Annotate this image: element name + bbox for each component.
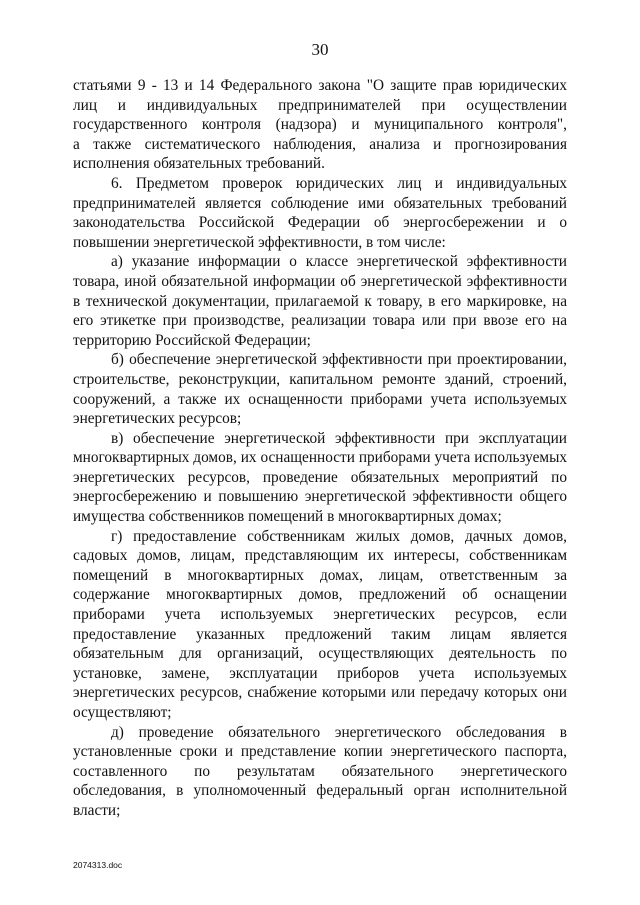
paragraph <box>73 527 567 723</box>
text-line: помещений в многоквартирных домах, лицам, ответственным за <box>73 566 567 584</box>
text-line: составленного по результатам обязательного энергетического <box>73 762 567 780</box>
text-line: установке, замене, эксплуатации приборов учета используемых <box>73 664 567 682</box>
text-line: обследования, в уполномоченный федеральный орган исполнительной <box>73 782 567 800</box>
paragraph <box>73 723 567 821</box>
text-line: предоставление указанных предложений таким лицам является <box>73 625 567 643</box>
text-line: многоквартирных домов, их оснащенности приборами учета используемых <box>73 449 567 467</box>
paragraph <box>73 174 567 252</box>
text-line: г) предоставление собственникам жилых домов, дачных домов, <box>111 527 567 545</box>
text-line: власти; <box>73 801 121 819</box>
text-line: предпринимателей является соблюдение ими обязательных требований <box>73 194 567 212</box>
text-line: а также систематического наблюдения, анализа и прогнозирования <box>73 135 567 153</box>
paragraph <box>73 76 567 174</box>
text-line: энергетических ресурсов; <box>73 410 242 428</box>
text-line: установленные сроки и представление копии энергетического паспорта, <box>73 743 567 761</box>
text-line: д) проведение обязательного энергетического обследования в <box>111 723 567 741</box>
text-line: строительстве, реконструкции, капитальном ремонте зданий, строений, <box>73 370 567 388</box>
text-line: энергетических ресурсов, проведение обязательных мероприятий по <box>73 468 567 486</box>
text-line: имущества собственников помещений в многоквартирных домах; <box>73 508 502 526</box>
paragraph <box>73 350 567 428</box>
paragraph <box>73 252 567 350</box>
text-line: осуществляют; <box>73 704 172 721</box>
text-line: исполнения обязательных требований. <box>73 155 325 173</box>
file-name-footer: 2074313.doc <box>73 860 123 870</box>
text-line: государственного контроля (надзора) и муниципального контроля", <box>73 116 567 134</box>
text-line: лиц и индивидуальных предпринимателей при осуществлении <box>73 96 567 114</box>
document-body <box>73 76 567 821</box>
text-line: повышении энергетической эффективности, в том числе: <box>73 233 446 251</box>
text-line: энергосбережению и повышению энергетической эффективности общего <box>73 488 567 506</box>
text-line: статьями 9 - 13 и 14 Федерального закона "О защите прав юридических <box>73 77 567 94</box>
text-line: 6. Предметом проверок юридических лиц и индивидуальных <box>111 174 567 192</box>
text-line: приборами учета используемых энергетических ресурсов, если <box>73 606 567 624</box>
text-line: обязательным для организаций, осуществляющих деятельность по <box>73 645 567 663</box>
text-line: а) указание информации о классе энергетической эффективности <box>111 253 567 271</box>
text-line: сооружений, а также их оснащенности приборами учета используемых <box>73 390 567 408</box>
text-line: территорию Российской Федерации; <box>73 331 311 349</box>
text-line: садовых домов, лицам, представляющим их интересы, собственникам <box>73 547 567 565</box>
text-line: в) обеспечение энергетической эффективности при эксплуатации <box>111 429 567 447</box>
text-line: в технической документации, прилагаемой к товару, в его маркировке, на <box>73 292 567 310</box>
paragraph <box>73 429 567 527</box>
text-line: товара, иной обязательной информации об энергетической эффективности <box>73 272 567 290</box>
text-line: его этикетке при производстве, реализации товара или при ввозе его на <box>73 312 567 330</box>
text-line: содержание многоквартирных домов, предложений об оснащении <box>73 586 567 604</box>
text-line: энергетических ресурсов, снабжение которыми или передачу которых они <box>73 684 567 702</box>
page-number: 30 <box>311 40 329 59</box>
text-line: законодательства Российской Федерации об энергосбережении и о <box>73 214 567 232</box>
text-line: б) обеспечение энергетической эффективности при проектировании, <box>111 351 567 369</box>
